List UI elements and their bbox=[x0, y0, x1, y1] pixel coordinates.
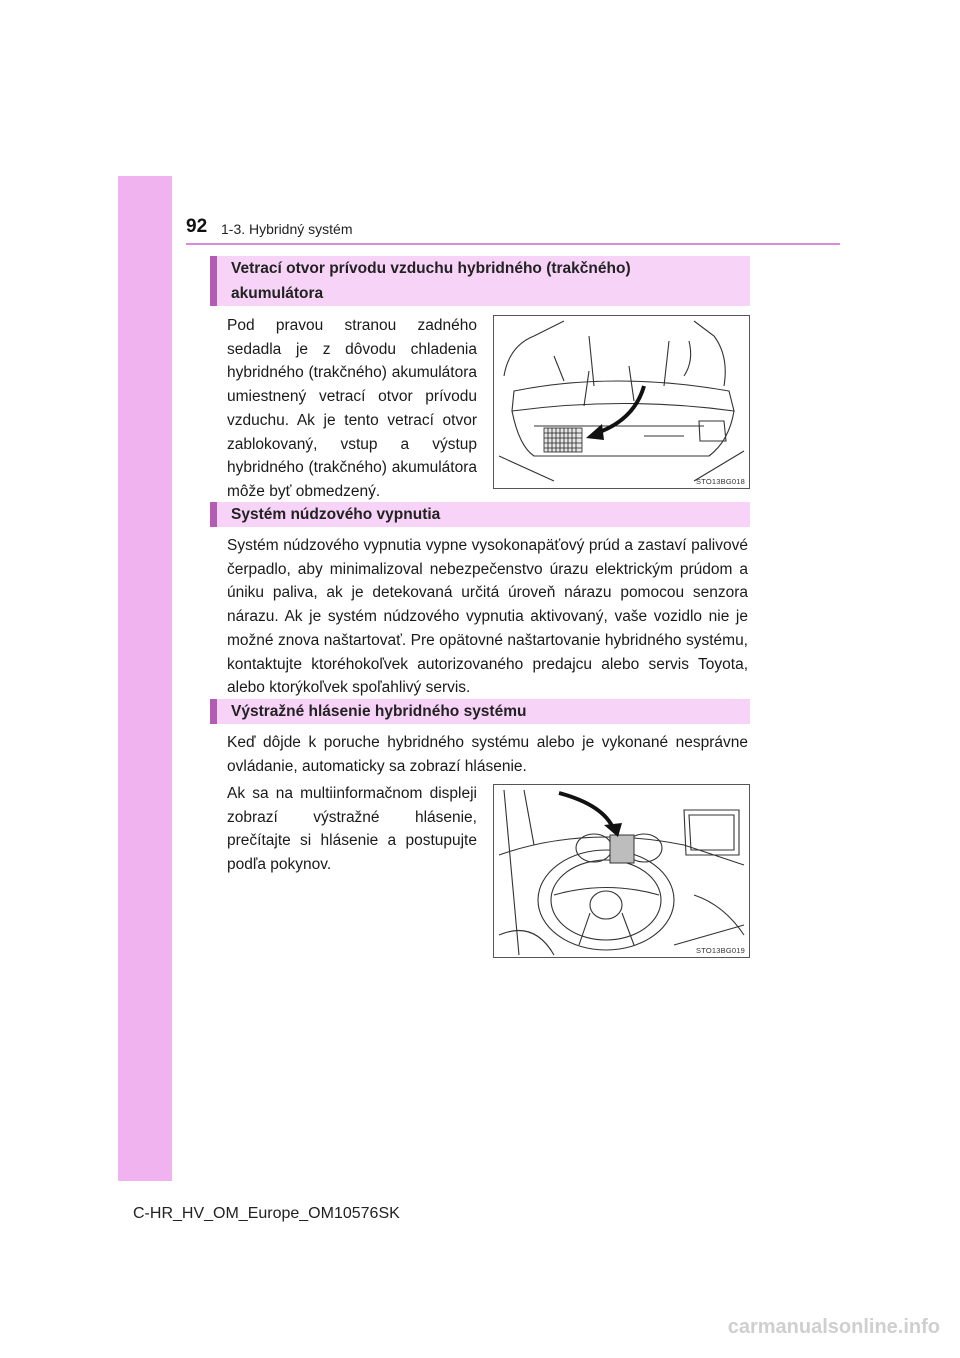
figure-rear-seat-vent bbox=[493, 315, 750, 489]
warning-message-paragraph: Keď dôjde k poruche hybridného systému alebo je vykonané nesprávne ovládanie, automaticky sa zobrazí hlásenie. bbox=[227, 734, 748, 775]
figure-steering-wheel-display bbox=[493, 784, 750, 958]
section-heading-air-vent bbox=[210, 256, 750, 306]
section-heading-warning-message: Výstražné hlásenie hybridného systému bbox=[210, 699, 750, 724]
arrow-icon bbox=[559, 793, 614, 830]
multi-info-display bbox=[610, 835, 634, 863]
chapter-title: 1-3. Hybridný systém bbox=[221, 221, 353, 237]
section-heading-line1: Vetrací otvor prívodu vzduchu hybridného (trakčného) bbox=[231, 260, 631, 277]
figure-code: STO13BG019 bbox=[696, 946, 745, 955]
rear-seat-illustration bbox=[494, 316, 749, 488]
page-number: 92 bbox=[186, 216, 208, 237]
emergency-shutoff-paragraph: Systém núdzového vypnutia vypne vysokonapäťový prúd a zastaví palivové čerpadlo, aby minimalizoval nebezpečenstvo úrazu elektrickým prúdom a úniku paliva, ak je detekovaná určitá úroveň nárazu pomocou senzora nárazu. Ak je systém núdzového vypnutia aktivovaný, vaše vozidlo nie je možné znova naštartovať. Pre opätovné naštartovanie hybridného systému, kontaktujte ktoréhokoľvek autorizovaného predajcu alebo servis Toyota, alebo ktorýkoľvek spoľahlivý servis. bbox=[227, 537, 748, 697]
header-rule bbox=[186, 243, 840, 245]
air-vent-paragraph: Pod pravou stranou zadného sedadla je z dôvodu chladenia hybridného (trakčného) akumulátora umiestnený vetrací otvor prívodu vzduchu. Ak je tento vetrací otvor zablokovaný, vstup a výstup hybridného (trakčného) akumulátora môže byť obmedzený. bbox=[227, 317, 477, 500]
figure-code: STO13BG018 bbox=[696, 477, 745, 486]
multi-info-display-paragraph: Ak sa na multiinformačnom displeji zobrazí výstražné hlásenie, prečítajte si hlásenie a postupujte podľa pokynov. bbox=[227, 785, 477, 874]
vent-grille bbox=[544, 428, 582, 452]
document-code: C-HR_HV_OM_Europe_OM10576SK bbox=[133, 1205, 400, 1222]
steering-wheel-illustration bbox=[494, 785, 749, 957]
section-heading-line2: akumulátora bbox=[231, 285, 324, 302]
section-heading-emergency-shutoff: Systém núdzového vypnutia bbox=[210, 502, 750, 527]
chapter-side-tab bbox=[118, 176, 172, 1181]
watermark: carmanualsonline.info bbox=[727, 1316, 940, 1338]
